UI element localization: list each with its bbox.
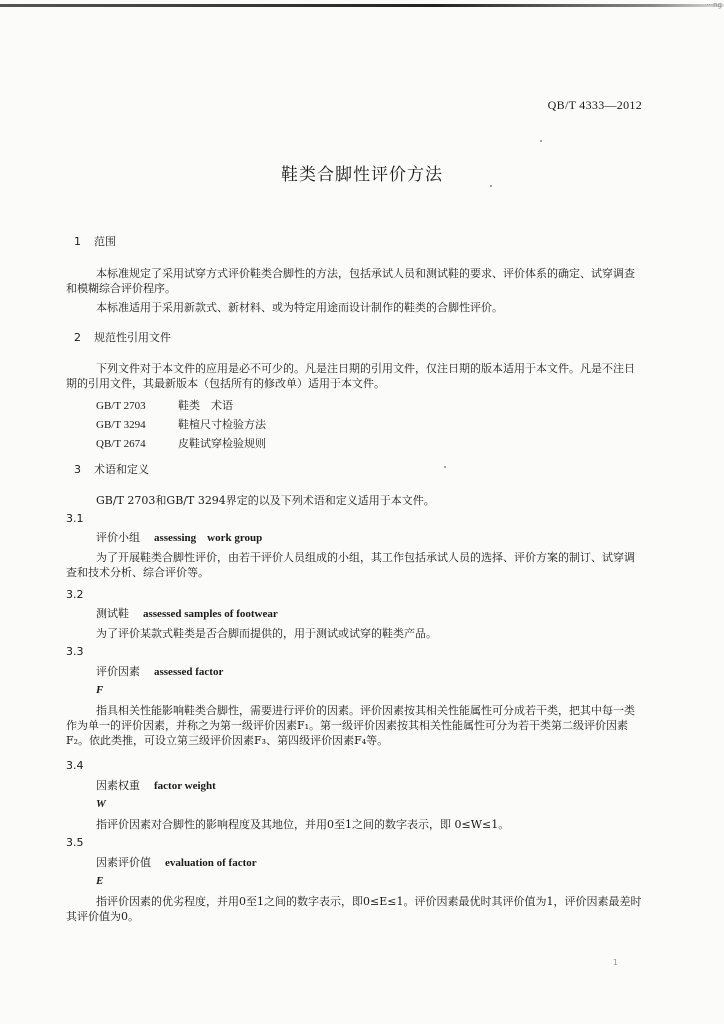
reference-name: 鞋楦尺寸检验方法 [178,418,266,431]
term-symbol: W [96,798,106,810]
page-number: 1 [612,958,618,967]
document-title: 鞋类合脚性评价方法 [281,165,443,185]
term-definition: 指评价因素对合脚性的影响程度及其地位，并用0至1之间的数字表示，即 0≤W≤1。 [96,818,510,831]
term-chinese: 因素权重 [96,779,140,792]
scan-speck [490,185,492,187]
section-title: 规范性引用文件 [94,331,171,344]
term-english: assessing work group [154,532,263,544]
term-heading [66,664,223,680]
term-number: 3.5 [66,836,84,849]
reference-entry [66,436,266,452]
section-number: 2 [74,331,81,344]
reference-entry [66,417,266,433]
standard-code: QB/T 4333—2012 [547,98,642,112]
term-heading [66,855,257,871]
term-definition: 为了评价某款式鞋类是否合脚而提供的，用于测试或试穿的鞋类产品。 [96,627,437,640]
reference-name: 鞋类 术语 [178,399,233,412]
term-heading [66,778,216,794]
term-english: assessed factor [154,666,224,678]
scan-edge-bar [0,4,724,7]
term-chinese: 评价小组 [96,531,140,544]
term-definition: 指评价因素的优劣程度，并用0至1之间的数字表示，即0≤E≤1。评价因素最优时其评价值为1，评价因素最差时其评价值为0。 [66,895,642,923]
section-title: 范围 [94,235,116,248]
section-3-intro: GB/T 2703和GB/T 3294界定的以及下列术语和定义适用于本文件。 [96,494,435,507]
term-definition: 指具相关性能影响鞋类合脚性，需要进行评价的因素。评价因素按其相关性能属性可分成若干类，把其中每一类作为单一的评价因素，并称之为第一级评价因素F₁。第一级评价因素按其相关性能属性可分为若干类第二级评价因素F₂。依此类推，可设立第三级评价因素F₃、第四级评价因素F₄等。 [66,704,635,747]
term-definition: 为了开展鞋类合脚性评价，由若干评价人员组成的小组，其工作包括承试人员的选择、评价方案的制订、试穿调查和技术分析、综合评价等。 [66,551,635,579]
scan-speck [540,140,542,142]
term-number: 3.2 [66,588,84,601]
term-number: 3.3 [66,645,84,658]
term-chinese: 因素评价值 [96,856,151,869]
reference-code: GB/T 2703 [96,400,146,412]
section-2-heading [74,330,171,345]
term-chinese: 评价因素 [96,665,140,678]
reference-code: QB/T 2674 [96,438,146,450]
term-symbol: E [96,875,104,887]
reference-code: GB/T 3294 [96,419,146,431]
term-number: 3.4 [66,759,84,772]
section-title: 术语和定义 [94,463,149,476]
term-symbol: F [96,684,104,696]
section-1-paragraph-2: 本标准适用于采用新款式、新材料、或为特定用途而设计制作的鞋类的合脚性评价。 [96,301,503,314]
section-number: 1 [74,235,81,248]
scan-speck [444,466,446,468]
term-english: assessed samples of footwear [143,608,278,620]
term-english: factor weight [154,780,216,792]
term-chinese: 测试鞋 [96,607,129,620]
reference-name: 皮鞋试穿检验规则 [178,437,266,450]
term-english: evaluation of factor [165,857,257,869]
term-heading [66,530,262,546]
section-3-heading [74,462,149,477]
section-1-heading [74,234,116,249]
section-1-paragraph-1: 本标准规定了采用试穿方式评价鞋类合脚性的方法，包括承试人员和测试鞋的要求、评价体系的确定、试穿调查和模糊综合评价程序。 [66,267,635,295]
scan-edge-text: ···ng [706,1,722,9]
reference-entry [66,398,233,414]
term-heading [66,606,278,622]
section-2-paragraph: 下列文件对于本文件的应用是必不可少的。凡是注日期的引用文件，仅注日期的版本适用于本文件。凡是不注日期的引用文件，其最新版本（包括所有的修改单）适用于本文件。 [66,362,635,390]
term-number: 3.1 [66,512,84,525]
section-number: 3 [74,463,81,476]
